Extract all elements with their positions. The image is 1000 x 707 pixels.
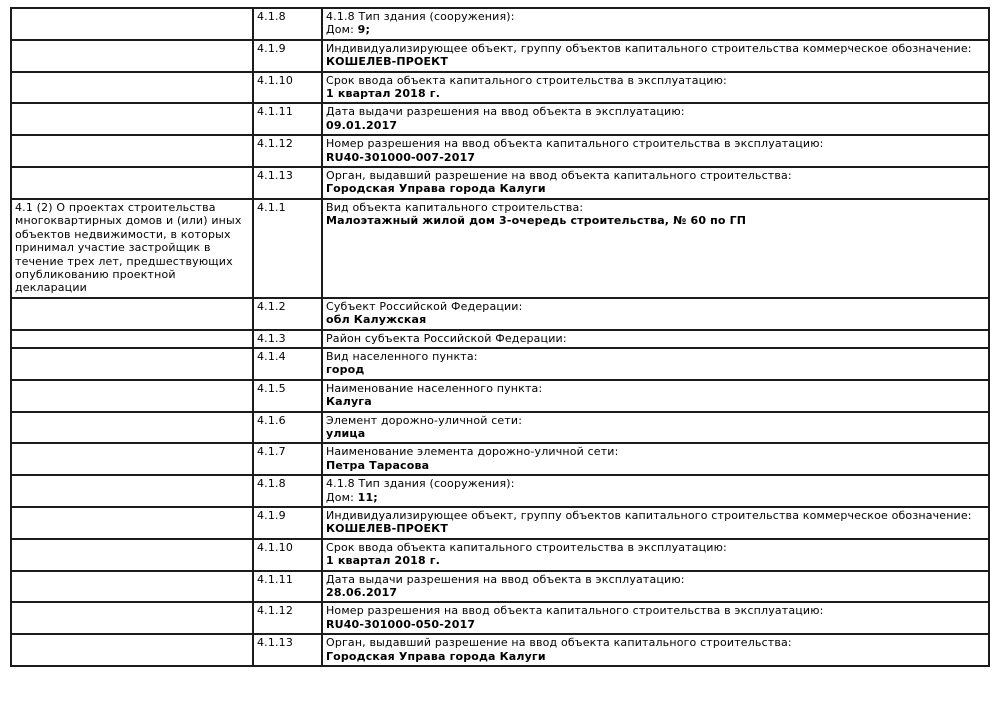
row-number-cell — [253, 507, 322, 539]
field-label: Элемент дорожно-уличной сети: — [326, 413, 523, 427]
row-content-cell — [322, 298, 989, 330]
row-number-cell — [253, 167, 322, 199]
row-content-cell — [322, 443, 989, 475]
field-value: КОШЕЛЕВ-ПРОЕКТ — [326, 55, 448, 69]
field-value-line — [326, 459, 985, 472]
row-description-cell — [11, 330, 253, 348]
field-value: 1 квартал 2018 г. — [326, 87, 441, 101]
table-row — [11, 507, 989, 539]
row-number: 4.1.2 — [257, 299, 286, 313]
field-value: 09.01.2017 — [326, 118, 398, 132]
field-value: RU40-301000-050-2017 — [326, 617, 476, 631]
row-number-cell — [253, 412, 322, 444]
table-row — [11, 634, 989, 666]
field-label: Номер разрешения на ввод объекта капитального строительства в эксплуатацию: — [326, 604, 824, 618]
table-body — [11, 8, 989, 666]
field-value: Калуга — [326, 395, 372, 409]
field-label: Индивидуализирующее объект, группу объектов капитального строительства коммерческое обозначение: — [326, 41, 972, 55]
field-value-line — [326, 87, 985, 100]
row-number-cell — [253, 40, 322, 72]
field-label: Район субъекта Российской Федерации: — [326, 331, 567, 345]
row-description-cell — [11, 507, 253, 539]
field-value: Малоэтажный жилой дом 3-очередь строительства, № 60 по ГП — [326, 214, 747, 228]
field-value-line — [326, 522, 985, 535]
row-content-cell — [322, 72, 989, 104]
field-value-line — [326, 363, 985, 376]
field-label: Номер разрешения на ввод объекта капитального строительства в эксплуатацию: — [326, 137, 824, 151]
field-value-line — [326, 55, 985, 68]
field-value-line — [326, 618, 985, 631]
row-number: 4.1.10 — [257, 73, 293, 87]
row-description-cell — [11, 8, 253, 40]
row-number-cell — [253, 330, 322, 348]
row-description-cell — [11, 475, 253, 507]
field-value: улица — [326, 426, 366, 440]
table-row — [11, 602, 989, 634]
table-row — [11, 412, 989, 444]
field-value: 11; — [357, 490, 378, 504]
field-label: Вид объекта капитального строительства: — [326, 200, 584, 214]
table-row — [11, 167, 989, 199]
row-number: 4.1.10 — [257, 540, 293, 554]
row-content-cell — [322, 475, 989, 507]
table-row — [11, 8, 989, 40]
field-label: Вид населенного пункта: — [326, 349, 478, 363]
row-description-cell — [11, 103, 253, 135]
row-description-cell — [11, 634, 253, 666]
field-label: 4.1.8 Тип здания (сооружения): — [326, 477, 515, 491]
field-value: 1 квартал 2018 г. — [326, 554, 441, 568]
row-content-cell — [322, 380, 989, 412]
row-content-cell — [322, 571, 989, 603]
row-content-cell — [322, 348, 989, 380]
table-row — [11, 475, 989, 507]
field-label: Индивидуализирующее объект, группу объектов капитального строительства коммерческое обозначение: — [326, 509, 972, 522]
field-value: 9; — [357, 23, 371, 37]
row-number: 4.1.9 — [257, 509, 286, 522]
field-label: Субъект Российской Федерации: — [326, 299, 523, 313]
table-row — [11, 443, 989, 475]
row-number: 4.1.5 — [257, 381, 286, 395]
field-value-line — [326, 214, 985, 227]
field-value-line — [326, 427, 985, 440]
row-description-cell — [11, 412, 253, 444]
row-number: 4.1.9 — [257, 41, 286, 55]
row-number: 4.1.8 — [257, 10, 286, 23]
row-description-cell — [11, 40, 253, 72]
row-number: 4.1.12 — [257, 137, 293, 151]
field-value: обл Калужская — [326, 313, 427, 327]
row-content-cell — [322, 330, 989, 348]
row-number-cell — [253, 348, 322, 380]
row-number-cell — [253, 475, 322, 507]
row-description-cell — [11, 348, 253, 380]
table-row — [11, 380, 989, 412]
field-value: RU40-301000-007-2017 — [326, 150, 476, 164]
row-content-cell — [322, 8, 989, 40]
field-value: Городская Управа города Калуги — [326, 182, 546, 196]
row-description-text: 4.1 (2) О проектах строительства многоквартирных домов и (или) иных объектов недвижимости, в которых принимал участие застройщик в течение трех лет, предшествующих опубликованию проектной декларации — [15, 200, 242, 295]
row-description-cell — [11, 135, 253, 167]
project-declaration-table — [10, 7, 990, 667]
row-description-cell — [11, 298, 253, 330]
row-number-cell — [253, 634, 322, 666]
row-number-cell — [253, 103, 322, 135]
row-number-cell — [253, 135, 322, 167]
row-description-cell — [11, 571, 253, 603]
row-content-cell — [322, 634, 989, 666]
row-description-cell — [11, 167, 253, 199]
field-value-prefix: Дом: — [326, 490, 358, 504]
row-content-cell — [322, 199, 989, 298]
table-row — [11, 199, 989, 298]
row-number-cell — [253, 298, 322, 330]
row-description-cell — [11, 539, 253, 571]
row-number: 4.1.7 — [257, 445, 286, 459]
table-row — [11, 135, 989, 167]
field-value-line — [326, 313, 985, 326]
row-content-cell — [322, 539, 989, 571]
table-row — [11, 103, 989, 135]
table-row — [11, 298, 989, 330]
row-number: 4.1.4 — [257, 349, 286, 363]
row-description-cell — [11, 443, 253, 475]
row-description-cell — [11, 602, 253, 634]
row-number-cell — [253, 443, 322, 475]
field-value: Петра Тарасова — [326, 458, 430, 472]
row-number-cell — [253, 539, 322, 571]
row-number-cell — [253, 380, 322, 412]
row-content-cell — [322, 40, 989, 72]
field-value-line — [326, 650, 985, 663]
row-number-cell — [253, 8, 322, 40]
row-number: 4.1.13 — [257, 636, 293, 650]
row-description-cell — [11, 380, 253, 412]
row-description-cell — [11, 199, 253, 298]
row-number-cell — [253, 571, 322, 603]
field-value: Городская Управа города Калуги — [326, 649, 546, 663]
table-row — [11, 348, 989, 380]
field-value-line — [326, 554, 985, 567]
row-number-cell — [253, 72, 322, 104]
row-number: 4.1.3 — [257, 331, 286, 345]
field-value-line — [326, 182, 985, 195]
field-label: Орган, выдавший разрешение на ввод объекта капитального строительства: — [326, 169, 792, 183]
field-value-prefix: Дом: — [326, 23, 358, 37]
row-number: 4.1.8 — [257, 477, 286, 491]
field-label: Наименование элемента дорожно-уличной сети: — [326, 445, 619, 459]
field-value-line — [326, 491, 985, 504]
field-value: город — [326, 363, 365, 377]
field-value-line — [326, 119, 985, 132]
row-content-cell — [322, 412, 989, 444]
field-label: Орган, выдавший разрешение на ввод объекта капитального строительства: — [326, 636, 792, 650]
field-label: Срок ввода объекта капитального строительства в эксплуатацию: — [326, 73, 727, 87]
field-label: Срок ввода объекта капитального строительства в эксплуатацию: — [326, 540, 727, 554]
field-label: Дата выдачи разрешения на ввод объекта в эксплуатацию: — [326, 572, 685, 586]
field-value-line — [326, 395, 985, 408]
field-value-line — [326, 151, 985, 164]
row-number: 4.1.1 — [257, 200, 286, 214]
row-content-cell — [322, 507, 989, 539]
row-number-cell — [253, 602, 322, 634]
row-number: 4.1.13 — [257, 169, 293, 183]
field-label: Наименование населенного пункта: — [326, 381, 543, 395]
row-content-cell — [322, 103, 989, 135]
table-row — [11, 539, 989, 571]
row-content-cell — [322, 602, 989, 634]
row-content-cell — [322, 167, 989, 199]
row-number: 4.1.11 — [257, 105, 293, 119]
row-description-cell — [11, 72, 253, 104]
field-value-line — [326, 23, 985, 36]
field-value: КОШЕЛЕВ-ПРОЕКТ — [326, 522, 448, 536]
table-row — [11, 571, 989, 603]
row-number-cell — [253, 199, 322, 298]
table-row — [11, 72, 989, 104]
field-value: 28.06.2017 — [326, 586, 398, 600]
row-content-cell — [322, 135, 989, 167]
field-label: 4.1.8 Тип здания (сооружения): — [326, 10, 515, 23]
table-row — [11, 40, 989, 72]
table-row — [11, 330, 989, 348]
field-label: Дата выдачи разрешения на ввод объекта в эксплуатацию: — [326, 105, 685, 119]
row-number: 4.1.6 — [257, 413, 286, 427]
field-value-line — [326, 586, 985, 599]
row-number: 4.1.11 — [257, 572, 293, 586]
row-number: 4.1.12 — [257, 604, 293, 618]
